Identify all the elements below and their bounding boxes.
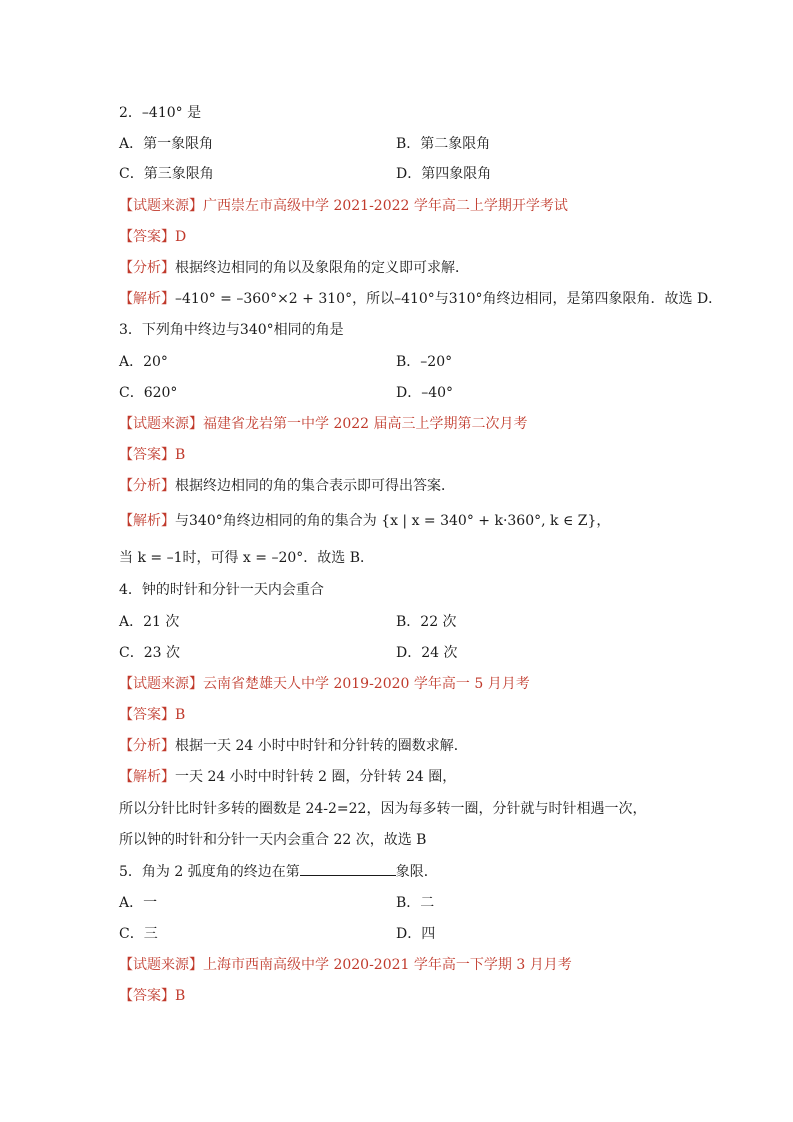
q3-option-c: C．620° [119,385,178,401]
q4-source [119,674,530,694]
q4-solution-line3: 所以钟的时针和分针一天内会重合 22 次，故选 B [119,832,427,848]
q4-analysis [119,736,468,756]
solution-text: 与340°角终边相同的角的集合为 {x | x = 340° + k·360°, k ∈ Z}， [175,513,611,529]
q2-option-b: B．第二象限角 [396,136,491,152]
q4-answer [119,705,185,725]
source-text: 广西崇左市高级中学 2021-2022 学年高二上学期开学考试 [203,198,568,214]
answer-tag: 【答案】 [119,707,175,723]
answer-value: B [175,988,186,1004]
q2-stem: 2．–410° 是 [119,105,202,121]
q4-option-b: B．22 次 [396,614,457,630]
analysis-text: 根据一天 24 小时中时针和分针转的圈数求解． [175,738,468,754]
q5-answer [119,986,185,1006]
q2-option-a: A．第一象限角 [119,136,214,152]
answer-tag: 【答案】 [119,447,175,463]
analysis-text: 根据终边相同的角的集合表示即可得出答案． [175,478,455,494]
q5-option-b: B．二 [396,895,435,911]
solution-text: 一天 24 小时中时针转 2 圈，分针转 24 圈， [175,769,457,785]
answer-value: D [175,229,187,245]
q2-analysis [119,258,469,278]
q3-solution-line2: 当 k = –1时，可得 x = –20°．故选 B． [119,550,375,566]
q2-option-c: C．第三象限角 [119,166,214,182]
q3-analysis [119,476,455,496]
answer-tag: 【答案】 [119,229,175,245]
q4-option-c: C．23 次 [119,645,180,661]
source-tag: 【试题来源】 [119,416,203,432]
source-text: 上海市西南高级中学 2020-2021 学年高一下学期 3 月月考 [203,957,572,973]
q2-solution [119,289,722,309]
q3-option-a: A．20° [119,354,168,370]
answer-blank [300,861,396,876]
source-text: 云南省楚雄天人中学 2019-2020 学年高一 5 月月考 [203,676,530,692]
q2-answer [119,227,186,247]
solution-tag: 【解析】 [119,513,175,529]
q3-source [119,414,528,434]
q3-solution-line1 [119,511,610,531]
solution-text: –410° = –360°×2 + 310°，所以–410°与310°角终边相同，是第四象限角．故选 D． [175,291,723,307]
source-tag: 【试题来源】 [119,198,203,214]
solution-tag: 【解析】 [119,769,175,785]
answer-tag: 【答案】 [119,988,175,1004]
q3-answer [119,445,185,465]
q3-option-b: B．–20° [396,354,453,370]
q3-stem: 3．下列角中终边与340°相同的角是 [119,322,344,338]
answer-value: B [175,707,186,723]
q4-solution-line2: 所以分针比时针多转的圈数是 24-2=22，因为每多转一圈，分针就与时针相遇一次， [119,801,647,817]
q5-source [119,955,572,975]
q4-option-d: D．24 次 [396,645,458,661]
q4-stem: 4．钟的时针和分针一天内会重合 [119,582,324,598]
q5-stem-after: 象限． [395,864,438,880]
q5-option-c: C．三 [119,926,158,942]
analysis-tag: 【分析】 [119,738,175,754]
source-tag: 【试题来源】 [119,957,203,973]
q2-source [119,196,568,216]
analysis-text: 根据终边相同的角以及象限角的定义即可求解． [175,260,469,276]
q2-option-d: D．第四象限角 [396,166,492,182]
solution-tag: 【解析】 [119,291,175,307]
analysis-tag: 【分析】 [119,260,175,276]
q3-option-d: D．–40° [396,385,454,401]
q5-stem [119,861,438,881]
q5-option-d: D．四 [396,926,436,942]
source-tag: 【试题来源】 [119,676,203,692]
answer-value: B [175,447,186,463]
q5-stem-before: 5．角为 2 弧度角的终边在第 [119,864,300,880]
analysis-tag: 【分析】 [119,478,175,494]
q4-solution-line1 [119,767,456,787]
source-text: 福建省龙岩第一中学 2022 届高三上学期第二次月考 [203,416,528,432]
q4-option-a: A．21 次 [119,614,180,630]
q5-option-a: A．一 [119,895,158,911]
